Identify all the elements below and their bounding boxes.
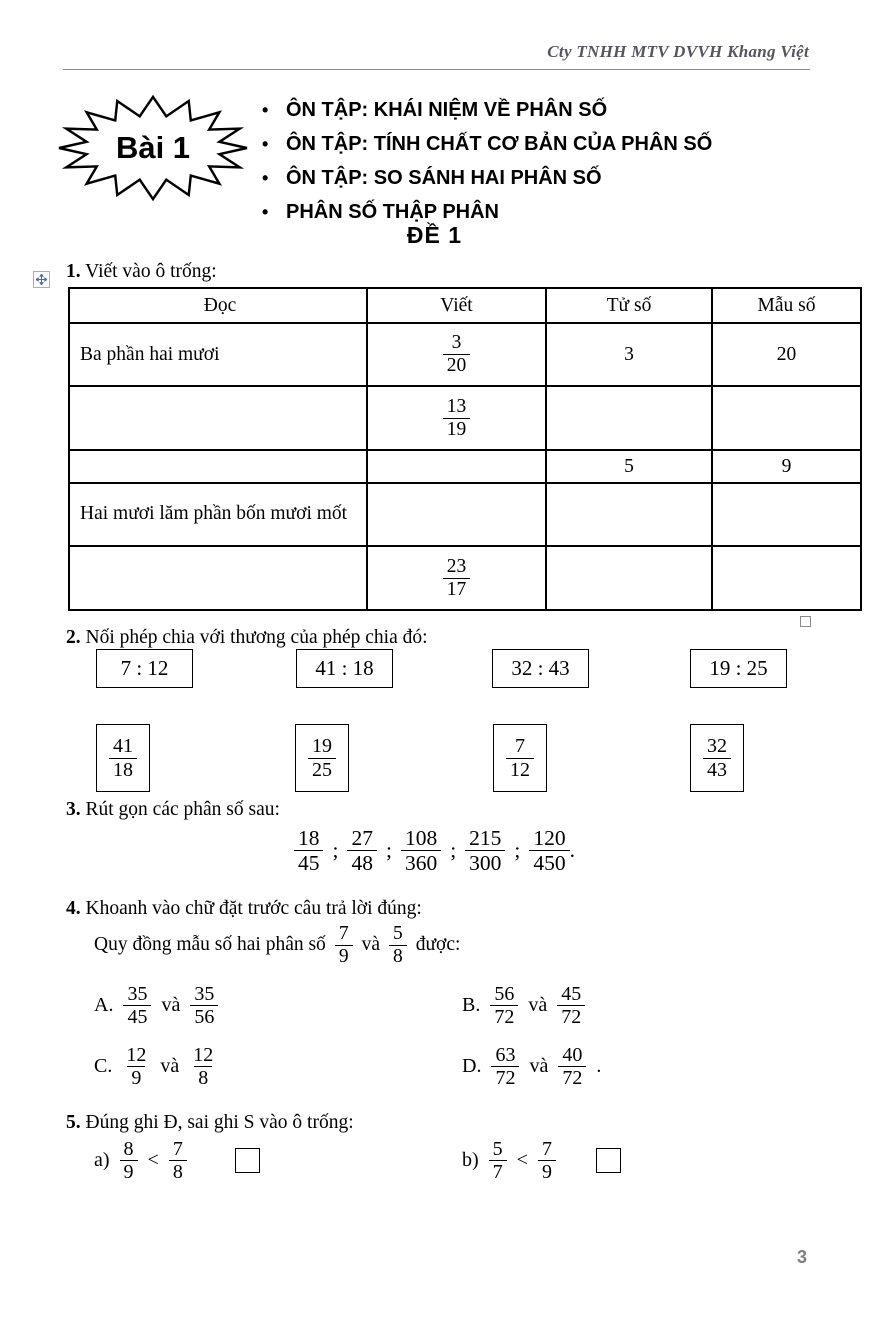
- fraction: $\frac{12}{8}$: [193, 1044, 214, 1090]
- fraction: $\frac{120}{450}$: [529, 826, 569, 875]
- bullet-icon: •: [262, 202, 269, 222]
- option-label: D.: [462, 1055, 482, 1078]
- fraction: $\frac{63}{72}$: [491, 1044, 519, 1090]
- item-label: a): [94, 1149, 110, 1172]
- cell-mau-blank[interactable]: [712, 546, 861, 610]
- table-row: [69, 323, 861, 386]
- fraction: $\frac{5}{7}$: [489, 1138, 507, 1184]
- cell-mau-blank[interactable]: [712, 483, 861, 546]
- cell-doc: Hai mươi lăm phần bốn mươi mốt: [69, 483, 367, 546]
- prompt-prefix: Quy đồng mẫu số hai phân số: [94, 934, 326, 956]
- cell-viet-blank[interactable]: [367, 483, 546, 546]
- cell-tu: 3: [546, 323, 712, 386]
- cell-tu-blank[interactable]: [546, 386, 712, 450]
- table-move-handle-icon[interactable]: [33, 271, 50, 288]
- fraction: $\frac{56}{72}$: [490, 983, 518, 1029]
- cell-tu-blank[interactable]: [546, 546, 712, 610]
- fraction: $\frac{8}{9}$: [120, 1138, 138, 1184]
- cell-doc-blank[interactable]: [69, 386, 367, 450]
- option-label: C.: [94, 1055, 113, 1078]
- topics-list: [262, 93, 828, 229]
- question-text: Nối phép chia với thương của phép chia đó:: [85, 627, 428, 648]
- question-text: Khoanh vào chữ đặt trước câu trả lời đúng:: [85, 898, 422, 919]
- conjunction: và: [161, 994, 181, 1017]
- topic-label: ÔN TẬP: KHÁI NIỆM VỀ PHÂN SỐ: [286, 99, 608, 121]
- cell-doc: Ba phần hai mươi: [69, 323, 367, 386]
- q3-fractions: [0, 826, 869, 875]
- header-rule: [63, 69, 810, 70]
- col-header-doc: Đọc: [69, 288, 367, 323]
- question-1-heading: [66, 261, 217, 283]
- cell-doc-blank[interactable]: [69, 546, 367, 610]
- exam-title: ĐỀ 1: [406, 222, 463, 248]
- question-number: 4.: [66, 898, 81, 919]
- page-number: 3: [796, 1247, 807, 1267]
- fraction: $\frac{7}{12}$: [506, 735, 534, 781]
- table-resize-handle-icon[interactable]: [800, 616, 811, 627]
- table-row: [69, 450, 861, 483]
- fraction: $\frac{215}{300}$: [465, 826, 505, 875]
- separator: ;: [332, 838, 339, 863]
- bullet-icon: •: [262, 100, 269, 120]
- conjunction: và: [160, 1055, 180, 1078]
- question-text: Đúng ghi Đ, sai ghi S vào ô trống:: [85, 1112, 354, 1133]
- q4-prompt: [94, 923, 460, 968]
- fraction: $\frac{13}{19}$: [443, 396, 471, 441]
- option-label: B.: [462, 994, 481, 1017]
- cell-tu-blank[interactable]: [546, 483, 712, 546]
- col-header-tu: Tử số: [546, 288, 712, 323]
- topic-item: [262, 161, 828, 195]
- conjunction: và: [361, 934, 380, 956]
- prompt-suffix: được:: [415, 934, 461, 956]
- option-c[interactable]: [94, 1044, 217, 1090]
- option-a[interactable]: [94, 983, 218, 1029]
- question-3-heading: [66, 799, 280, 821]
- answer-checkbox-a[interactable]: [235, 1148, 260, 1173]
- question-text: Viết vào ô trống:: [85, 261, 217, 282]
- division-box-3[interactable]: 32 : 43: [492, 649, 589, 688]
- fraction: $\frac{45}{72}$: [557, 983, 585, 1029]
- option-label: A.: [94, 994, 114, 1017]
- question-number: 1.: [66, 261, 81, 282]
- lesson-badge: [56, 94, 250, 202]
- division-box-2[interactable]: 41 : 18: [296, 649, 393, 688]
- lesson-badge-label: Bài 1: [115, 130, 191, 165]
- table-header-row: [69, 288, 861, 323]
- cell-mau: 9: [712, 450, 861, 483]
- bullet-icon: •: [262, 134, 269, 154]
- conjunction: và: [529, 1055, 549, 1078]
- question-4-heading: [66, 898, 422, 920]
- option-d[interactable]: [462, 1044, 601, 1090]
- bullet-icon: •: [262, 168, 269, 188]
- cell-viet: [367, 546, 546, 610]
- table-row: [69, 386, 861, 450]
- fraction: $\frac{108}{360}$: [401, 826, 441, 875]
- terminator: .: [569, 838, 576, 863]
- table-row: [69, 546, 861, 610]
- question-number: 5.: [66, 1112, 81, 1133]
- fraction: $\frac{7}{9}$: [538, 1138, 556, 1184]
- fraction: $\frac{27}{48}$: [347, 826, 377, 875]
- topic-label: ÔN TẬP: TÍNH CHẤT CƠ BẢN CỦA PHÂN SỐ: [286, 133, 713, 155]
- answer-checkbox-b[interactable]: [596, 1148, 621, 1173]
- option-suffix: .: [596, 1055, 602, 1078]
- tf-item-b: [462, 1138, 621, 1184]
- fraction: $\frac{35}{45}$: [123, 983, 151, 1029]
- question-5-heading: [66, 1112, 354, 1134]
- quotient-box-3[interactable]: [493, 724, 547, 792]
- fraction: $\frac{3}{20}$: [443, 332, 471, 377]
- division-box-4[interactable]: 19 : 25: [690, 649, 787, 688]
- question-number: 3.: [66, 799, 81, 820]
- fraction: $\frac{7}{8}$: [169, 1138, 187, 1184]
- fraction: $\frac{5}{8}$: [389, 923, 407, 968]
- cell-doc-blank[interactable]: [69, 450, 367, 483]
- comparison-operator: <: [147, 1149, 159, 1172]
- option-b[interactable]: [462, 983, 585, 1029]
- question-text: Rút gọn các phân số sau:: [85, 799, 280, 820]
- separator: ;: [514, 838, 521, 863]
- fraction: $\frac{32}{43}$: [703, 735, 731, 781]
- fraction: $\frac{7}{9}$: [335, 923, 353, 968]
- comparison-operator: <: [516, 1149, 528, 1172]
- fraction: $\frac{41}{18}$: [109, 735, 137, 781]
- item-label: b): [462, 1149, 479, 1172]
- question-number: 2.: [66, 627, 81, 648]
- fraction: $\frac{35}{56}$: [190, 983, 218, 1029]
- cell-mau: 20: [712, 323, 861, 386]
- cell-viet: [367, 323, 546, 386]
- question-2-heading: [66, 627, 428, 649]
- col-header-mau: Mẫu số: [712, 288, 861, 323]
- cell-tu: 5: [546, 450, 712, 483]
- header-company: Cty TNHH MTV DVVH Khang Việt: [547, 42, 809, 61]
- col-header-viet: Viết: [367, 288, 546, 323]
- quotient-box-2[interactable]: [295, 724, 349, 792]
- topic-label: PHÂN SỐ THẬP PHÂN: [286, 201, 499, 223]
- separator: ;: [385, 838, 392, 863]
- conjunction: và: [528, 994, 548, 1017]
- topic-label: ÔN TẬP: SO SÁNH HAI PHÂN SỐ: [286, 167, 602, 189]
- fraction: $\frac{19}{25}$: [308, 735, 336, 781]
- fraction: $\frac{12}{9}$: [126, 1044, 147, 1090]
- quotient-box-1[interactable]: [96, 724, 150, 792]
- quotient-box-4[interactable]: [690, 724, 744, 792]
- fraction-table: [68, 287, 862, 611]
- division-box-1[interactable]: 7 : 12: [96, 649, 193, 688]
- separator: ;: [450, 838, 457, 863]
- fraction: $\frac{18}{45}$: [294, 826, 324, 875]
- fraction: $\frac{40}{72}$: [558, 1044, 586, 1090]
- cell-viet: [367, 386, 546, 450]
- topic-item: [262, 127, 828, 161]
- topic-item: [262, 93, 828, 127]
- cell-mau-blank[interactable]: [712, 386, 861, 450]
- table-row: [69, 483, 861, 546]
- fraction: $\frac{23}{17}$: [443, 556, 471, 601]
- tf-item-a: [94, 1138, 260, 1184]
- cell-viet-blank[interactable]: [367, 450, 546, 483]
